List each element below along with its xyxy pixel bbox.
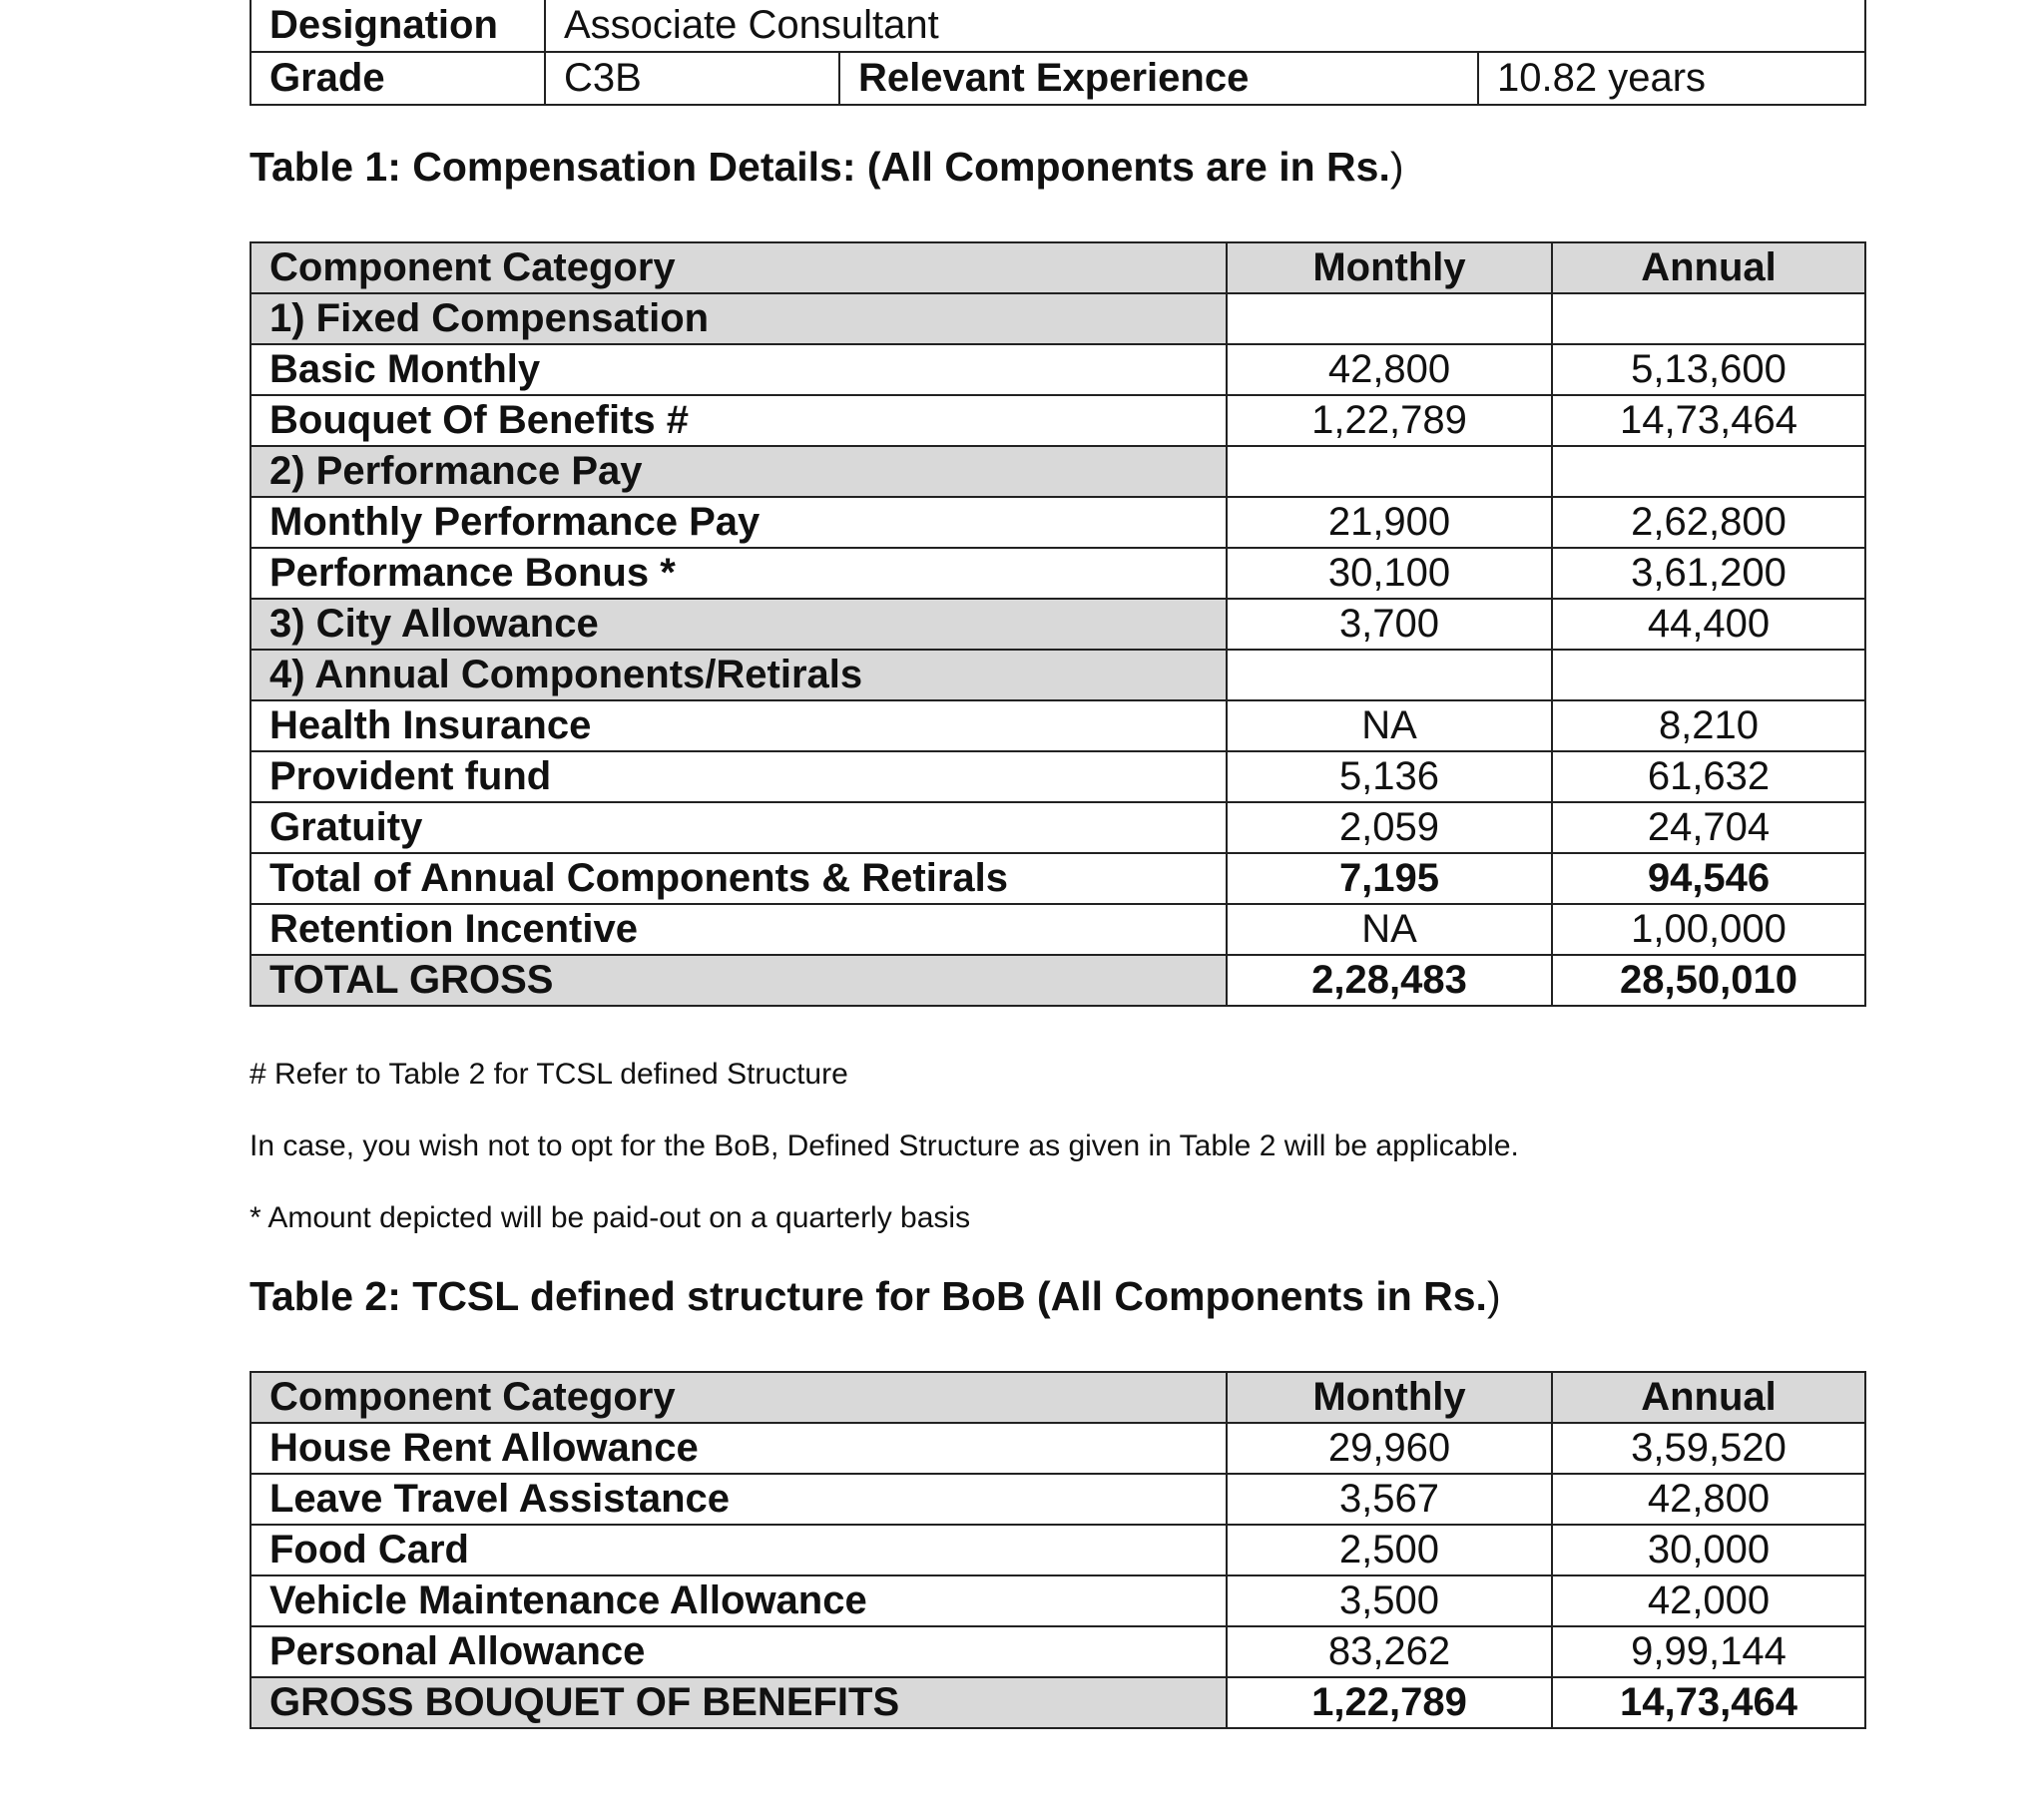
row-annual: 1,00,000 <box>1552 904 1865 955</box>
header-annual: Annual <box>1552 1372 1865 1423</box>
row-label: Basic Monthly <box>251 344 1227 395</box>
row-annual: 94,546 <box>1552 853 1865 904</box>
table-row <box>251 497 1865 548</box>
table-row <box>251 344 1865 395</box>
row-monthly: 7,195 <box>1227 853 1552 904</box>
table1-title-tail: ) <box>1389 144 1404 190</box>
row-monthly: 3,700 <box>1227 599 1552 650</box>
row-label: Total of Annual Components & Retirals <box>251 853 1227 904</box>
table-header-row <box>251 242 1865 293</box>
row-monthly: 2,059 <box>1227 802 1552 853</box>
row-label: Monthly Performance Pay <box>251 497 1227 548</box>
grade-label: Grade <box>251 52 545 105</box>
row-label: Vehicle Maintenance Allowance <box>251 1575 1227 1626</box>
row-label: Bouquet Of Benefits # <box>251 395 1227 446</box>
row-annual: 3,61,200 <box>1552 548 1865 599</box>
row-label: Food Card <box>251 1525 1227 1575</box>
row-label: Gratuity <box>251 802 1227 853</box>
row-monthly: 2,500 <box>1227 1525 1552 1575</box>
row-annual: 8,210 <box>1552 700 1865 751</box>
row-label: House Rent Allowance <box>251 1423 1227 1474</box>
experience-value: 10.82 years <box>1478 52 1865 105</box>
bob-structure-table <box>250 1371 1866 1729</box>
experience-label: Relevant Experience <box>839 52 1478 105</box>
header-monthly: Monthly <box>1227 242 1552 293</box>
row-annual <box>1552 650 1865 700</box>
row-annual: 42,800 <box>1552 1474 1865 1525</box>
table-row <box>251 1575 1865 1626</box>
table-row <box>251 802 1865 853</box>
row-annual <box>1552 446 1865 497</box>
row-monthly <box>1227 650 1552 700</box>
header-annual: Annual <box>1552 242 1865 293</box>
row-annual: 30,000 <box>1552 1525 1865 1575</box>
row-label: Leave Travel Assistance <box>251 1474 1227 1525</box>
table-row <box>251 395 1865 446</box>
compensation-table <box>250 241 1866 1007</box>
row-label: Retention Incentive <box>251 904 1227 955</box>
row-label: 1) Fixed Compensation <box>251 293 1227 344</box>
row-annual: 61,632 <box>1552 751 1865 802</box>
table-row <box>251 751 1865 802</box>
row-annual: 5,13,600 <box>1552 344 1865 395</box>
row-monthly: 30,100 <box>1227 548 1552 599</box>
table-row <box>251 1677 1865 1728</box>
note-refer-table2: # Refer to Table 2 for TCSL defined Structure <box>250 1058 848 1091</box>
header-category: Component Category <box>251 242 1227 293</box>
note-bob-opt-out: In case, you wish not to opt for the BoB, Defined Structure as given in Table 2 will be applicable. <box>250 1129 1519 1162</box>
row-monthly <box>1227 293 1552 344</box>
row-label: Performance Bonus * <box>251 548 1227 599</box>
row-monthly: NA <box>1227 700 1552 751</box>
row-label: TOTAL GROSS <box>251 955 1227 1006</box>
designation-label: Designation <box>251 0 545 52</box>
row-annual <box>1552 293 1865 344</box>
row-annual: 44,400 <box>1552 599 1865 650</box>
row-monthly: 42,800 <box>1227 344 1552 395</box>
table2-title-main: Table 2: TCSL defined structure for BoB (All Components in Rs. <box>250 1273 1487 1319</box>
row-label: Health Insurance <box>251 700 1227 751</box>
row-monthly: 21,900 <box>1227 497 1552 548</box>
row-monthly: 29,960 <box>1227 1423 1552 1474</box>
row-label: Personal Allowance <box>251 1626 1227 1677</box>
row-annual: 3,59,520 <box>1552 1423 1865 1474</box>
table-header-row <box>251 1372 1865 1423</box>
header-category: Component Category <box>251 1372 1227 1423</box>
row-annual: 14,73,464 <box>1552 1677 1865 1728</box>
designation-value: Associate Consultant <box>545 0 1865 52</box>
compensation-table-body <box>251 293 1865 1006</box>
row-monthly <box>1227 446 1552 497</box>
employee-info-table <box>250 0 1866 106</box>
row-label: 3) City Allowance <box>251 599 1227 650</box>
table-row <box>251 1474 1865 1525</box>
row-annual: 14,73,464 <box>1552 395 1865 446</box>
header-monthly: Monthly <box>1227 1372 1552 1423</box>
row-monthly: 2,28,483 <box>1227 955 1552 1006</box>
row-annual: 42,000 <box>1552 1575 1865 1626</box>
row-monthly: 1,22,789 <box>1227 1677 1552 1728</box>
table-row <box>251 1525 1865 1575</box>
grade-value: C3B <box>545 52 839 105</box>
row-label: 2) Performance Pay <box>251 446 1227 497</box>
table2-title-tail: ) <box>1486 1273 1501 1319</box>
designation-row <box>251 0 1865 52</box>
row-monthly: 1,22,789 <box>1227 395 1552 446</box>
table1-title <box>250 144 1404 191</box>
row-monthly: 3,500 <box>1227 1575 1552 1626</box>
row-annual: 24,704 <box>1552 802 1865 853</box>
row-label: Provident fund <box>251 751 1227 802</box>
row-annual: 9,99,144 <box>1552 1626 1865 1677</box>
table2-title <box>250 1273 1501 1320</box>
bob-table-body <box>251 1423 1865 1728</box>
row-monthly: NA <box>1227 904 1552 955</box>
table-row <box>251 1423 1865 1474</box>
row-monthly: 3,567 <box>1227 1474 1552 1525</box>
table-row <box>251 293 1865 344</box>
table-row <box>251 955 1865 1006</box>
row-label: GROSS BOUQUET OF BENEFITS <box>251 1677 1227 1728</box>
table-row <box>251 904 1865 955</box>
row-label: 4) Annual Components/Retirals <box>251 650 1227 700</box>
table-row <box>251 853 1865 904</box>
table-row <box>251 548 1865 599</box>
table-row <box>251 1626 1865 1677</box>
row-monthly: 5,136 <box>1227 751 1552 802</box>
row-monthly: 83,262 <box>1227 1626 1552 1677</box>
note-quarterly-payout: * Amount depicted will be paid-out on a quarterly basis <box>250 1201 971 1234</box>
row-annual: 28,50,010 <box>1552 955 1865 1006</box>
table1-title-main: Table 1: Compensation Details: (All Components are in Rs. <box>250 144 1390 190</box>
grade-row <box>251 52 1865 105</box>
row-annual: 2,62,800 <box>1552 497 1865 548</box>
table-row <box>251 650 1865 700</box>
table-row <box>251 446 1865 497</box>
table-row <box>251 599 1865 650</box>
table-row <box>251 700 1865 751</box>
